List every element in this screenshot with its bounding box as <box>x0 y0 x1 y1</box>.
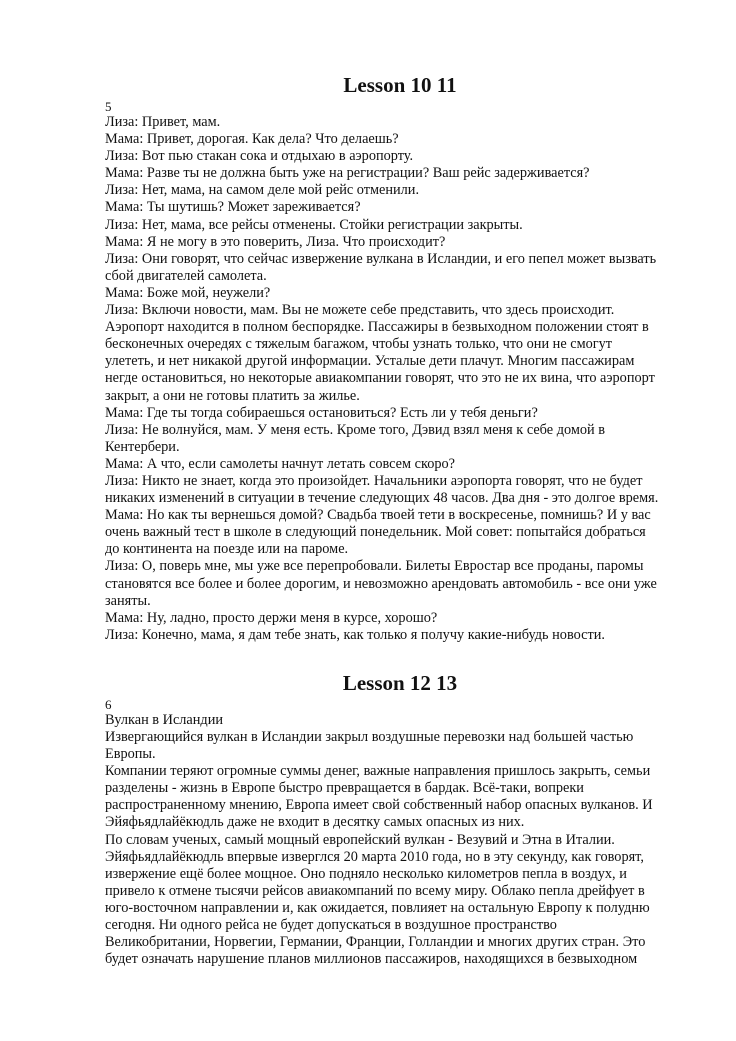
text-line: бесконечных очередях с тяжелым багажом, чтобы узнать только, что они не смогут <box>105 336 613 353</box>
text-line: Мама: Ты шутишь? Может зареживается? <box>105 199 361 216</box>
section-number: 5 <box>105 99 112 114</box>
text-line: Лиза: Привет, мам. <box>105 114 221 130</box>
text-line: распространенному мнению, Европа имеет свой собственный набор опасных вулканов. И <box>105 797 653 814</box>
text-line: юго-восточном направлении и, как ожидается, повлияет на остальную Европу к полудню <box>105 899 650 916</box>
text-line: Мама: Ну, ладно, просто держи меня в курсе, хорошо? <box>105 609 438 626</box>
lesson-section <box>105 70 695 644</box>
text-line: Извергающийся вулкан в Исландии закрыл воздушные перевозки над большей частью <box>105 729 634 745</box>
document-page <box>105 70 695 968</box>
text-line: Лиза: О, поверь мне, мы уже все перепробовали. Билеты Евростар все проданы, паромы <box>105 558 644 575</box>
text-line: Лиза: Нет, мама, все рейсы отменены. Стойки регистрации закрыты. <box>105 216 523 233</box>
text-line: Мама: Привет, дорогая. Как дела? Что делаешь? <box>105 131 399 148</box>
text-line: очень важный тест в школе в следующий понедельник. Мой совет: попытайся добраться <box>105 524 646 541</box>
text-line: Мама: Я не могу в это поверить, Лиза. Что происходит? <box>105 233 446 250</box>
lesson-title: Lesson 12 13 <box>342 670 458 695</box>
text-line: Кентербери. <box>105 438 180 455</box>
text-line: Компании теряют огромные суммы денег, важные направления пришлось закрыть, семьи <box>105 763 651 780</box>
text-line: сбой двигателей самолета. <box>105 267 267 284</box>
text-line: Аэропорт находится в полном беспорядке. Пассажиры в безвыходном положении стоят в <box>105 319 649 336</box>
text-line: Мама: Но как ты вернешься домой? Свадьба твоей тети в воскресенье, помнишь? И у вас <box>105 507 651 524</box>
text-line: будет означать нарушение планов миллионов пассажиров, находящихся в безвыходном <box>105 951 638 968</box>
text-line: Лиза: Нет, мама, на самом деле мой рейс отменили. <box>105 182 420 199</box>
text-line: Великобритании, Норвегии, Германии, Франции, Голландии и многих других стран. Это <box>105 934 646 951</box>
lesson-title: Lesson 10 11 <box>343 73 457 97</box>
text-line: негде остановиться, но некоторые авиакомпании говорят, что это не их вина, что аэропорт <box>105 370 655 387</box>
text-line: Лиза: Включи новости, мам. Вы не можете себе представить, что здесь происходит. <box>105 302 615 319</box>
text-line: По словам ученых, самый мощный европейский вулкан - Везувий и Этна в Италии. <box>105 831 615 848</box>
text-line: закрыт, а они не готовы платить за жилье. <box>105 387 360 404</box>
text-line: улететь, и нет никакой другой информации. Усталые дети плачут. Многим пассажирам <box>105 353 635 370</box>
text-line: Лиза: Вот пью стакан сока и отдыхаю в аэропорту. <box>105 148 414 165</box>
text-line: Европы. <box>105 746 156 763</box>
text-line: Мама: А что, если самолеты начнут летать совсем скоро? <box>105 455 455 472</box>
text-line: Мама: Боже мой, неужели? <box>105 284 271 301</box>
text-line: никаких изменений в ситуации в течение следующих 48 часов. Два дня - это долгое время. <box>105 490 659 507</box>
text-line: извержение ещё более мощное. Оно подняло несколько километров пепла в воздух, и <box>105 865 627 882</box>
text-line: Мама: Разве ты не должна быть уже на регистрации? Ваш рейс задерживается? <box>105 165 590 182</box>
section-number: 6 <box>105 696 112 712</box>
dialogue-text <box>105 114 695 644</box>
text-line: Лиза: Конечно, мама, я дам тебе знать, как только я получу какие-нибудь новости. <box>105 626 605 643</box>
text-line: Лиза: Никто не знает, когда это произойдет. Начальники аэропорта говорят, что не будет <box>105 472 643 489</box>
text-line: заняты. <box>105 592 151 609</box>
text-line: до континента на поезде или на пароме. <box>105 541 349 558</box>
text-line: Эйяфьядлайёкюдль впервые изверглся 20 марта 2010 года, но в эту секунду, как говорят, <box>105 848 644 865</box>
article-text <box>105 712 695 968</box>
text-line: Лиза: Они говорят, что сейчас извержение вулкана в Исландии, и его пепел может вызвать <box>105 250 657 267</box>
text-line: Лиза: Не волнуйся, мам. У меня есть. Кроме того, Дэвид взял меня к себе домой в <box>105 421 606 438</box>
lesson-section <box>105 668 695 968</box>
text-line: становятся все более и более дорогим, и невозможно арендовать автомобиль - все они уже <box>105 575 657 592</box>
text-line: привело к отмене тысячи рейсов авиакомпаний по всему миру. Облако пепла дрейфует в <box>105 882 645 899</box>
text-line: разделены - жизнь в Европе быстро превращается в бардак. Всё-таки, вопреки <box>105 780 584 797</box>
text-line: Эйяфьядлайёкюдль даже не входит в десятку самых опасных из них. <box>105 814 525 831</box>
text-line: сегодня. Ни одного рейса не будет допускаться в воздушное пространство <box>105 917 557 934</box>
text-line: Вулкан в Исландии <box>105 711 224 728</box>
text-line: Мама: Где ты тогда собираешься остановиться? Есть ли у тебя деньги? <box>105 404 538 421</box>
